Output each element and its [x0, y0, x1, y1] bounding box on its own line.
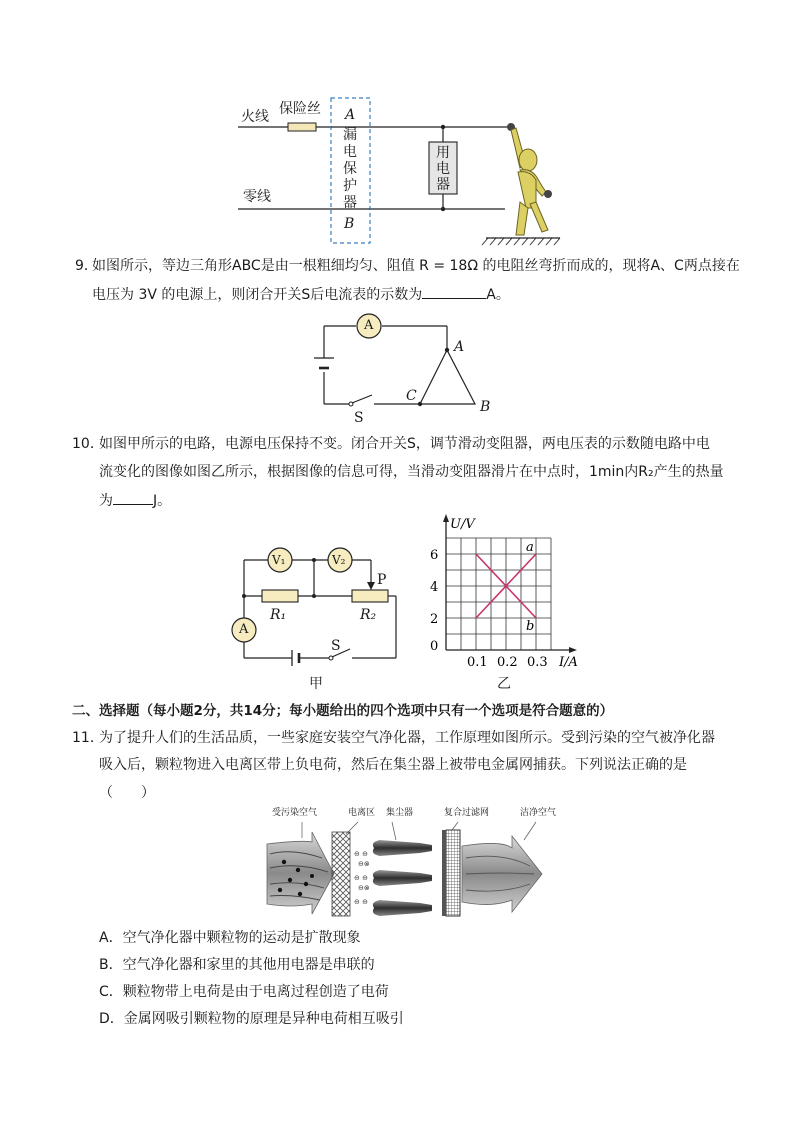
label-clean-air: 洁净空气 [520, 808, 557, 818]
v1-label: V₁ [272, 553, 286, 567]
svg-text:⊖⊗: ⊖⊗ [358, 860, 370, 868]
q10-line3-prefix: 为 [99, 493, 113, 509]
label-filter: 复合过滤网 [444, 808, 490, 818]
q10-answer-blank[interactable] [113, 489, 153, 505]
q10-line3 [99, 489, 171, 512]
option-d[interactable]: D．金属网吸引颗粒物的原理是异种电荷相互吸引 [99, 1011, 404, 1027]
q9-point-a: A [454, 339, 465, 355]
option-a[interactable]: A．空气净化器中颗粒物的运动是扩散现象 [99, 930, 361, 946]
svg-text:⊖ ⊖: ⊖ ⊖ [354, 898, 368, 906]
q10-line1: 如图甲所示的电路，电源电压保持不变。闭合开关S，调节滑动变阻器，两电压表的示数随电路中电 [99, 436, 710, 452]
option-c[interactable]: C．颗粒物带上电荷是由于电离过程创造了电荷 [99, 984, 389, 1000]
caption-jia: 甲 [309, 676, 323, 692]
svg-text:⊖ ⊖: ⊖ ⊖ [354, 874, 368, 882]
r1-label: R₁ [270, 607, 287, 623]
q10-line3-suffix: J。 [153, 493, 172, 509]
q9-number: 9． [75, 258, 98, 274]
x-axis-arrow [569, 647, 577, 653]
person-figure [507, 123, 552, 235]
series-label-a: a [526, 540, 534, 555]
section2-title: 二、选择题（每小题2分，共14分；每小题给出的四个选项中只有一个选项是符合题意的） [72, 703, 614, 719]
q11-line2: 吸入后，颗粒物进入电离区带上负电荷，然后在集尘器上被带电金属网捕获。下列说法正确的是 [99, 757, 687, 773]
y-tick-label: 2 [430, 612, 439, 627]
q10-line2: 流变化的图像如图乙所示，根据图像的信息可得，当滑动变阻器滑片在中点时，1min内R₂产生的热量 [99, 464, 724, 480]
point-a-label: A [345, 107, 356, 123]
ammeter-label: A [239, 622, 249, 637]
series-label-b: b [526, 619, 535, 634]
live-wire-label: 火线 [241, 109, 269, 125]
q11-number: 11． [72, 730, 104, 746]
q11-answer-paren[interactable]: （ ） [99, 785, 155, 801]
v2-label: V₂ [332, 553, 346, 567]
caption-yi: 乙 [497, 676, 511, 692]
svg-text:⊖ ⊖: ⊖ ⊖ [354, 850, 368, 858]
triangle-circuit-figure [310, 312, 500, 432]
y-axis-arrow [443, 514, 449, 522]
svg-text:⊖⊗: ⊖⊗ [358, 884, 370, 892]
q9-point-b: B [480, 399, 491, 415]
q11-line1: 为了提升人们的生活品质，一些家庭安装空气净化器，工作原理如图所示。受到污染的空气被净化器 [99, 730, 715, 746]
air-purifier-figure [262, 818, 562, 922]
fuse-symbol [288, 123, 316, 131]
u-i-graph [420, 512, 595, 672]
q9-line1: 如图所示，等边三角形ABC是由一根粗细均匀、阻值 R = 18Ω 的电阻丝弯折而成的，现将A、C两点接在 [92, 258, 740, 274]
q9-answer-blank[interactable] [422, 283, 486, 299]
fuse-label: 保险丝 [279, 101, 321, 117]
point-b-label: B [344, 216, 355, 232]
y-tick-label: 6 [430, 548, 439, 563]
x-tick-label: 0.3 [527, 655, 548, 670]
option-b[interactable]: B．空气净化器和家里的其他用电器是串联的 [99, 957, 375, 973]
y-tick-label: 0 [430, 639, 439, 654]
appliance-label: 用 电 器 [436, 145, 450, 193]
q9-line2-prefix: 电压为 3V 的电源上，则闭合开关S后电流表的示数为 [92, 287, 423, 303]
x-tick-label: 0.1 [467, 655, 488, 670]
q9-point-c: C [406, 388, 417, 404]
label-ionization: 电离区 [348, 808, 376, 818]
q10-number: 10． [72, 436, 104, 452]
x-tick-label: 0.2 [497, 655, 518, 670]
chart-ticks [430, 517, 578, 670]
y-tick-label: 4 [430, 580, 439, 595]
y-axis-label: U/V [450, 517, 475, 532]
p-label: P [377, 572, 387, 588]
q9-line2 [92, 283, 510, 306]
r2-label: R₂ [360, 607, 377, 623]
q9-switch-label: S [354, 410, 364, 426]
protector-label: 漏 电 保 护 器 [343, 127, 357, 211]
label-polluted-air: 受污染空气 [272, 808, 318, 818]
x-axis-label: I/A [559, 655, 578, 670]
switch-s-label: S [331, 638, 341, 654]
label-collector: 集尘器 [386, 808, 414, 818]
q9-ammeter-label: A [364, 318, 374, 333]
chart-axes [443, 514, 577, 653]
neutral-wire-label: 零线 [243, 189, 271, 205]
q9-line2-suffix: A。 [486, 287, 510, 303]
